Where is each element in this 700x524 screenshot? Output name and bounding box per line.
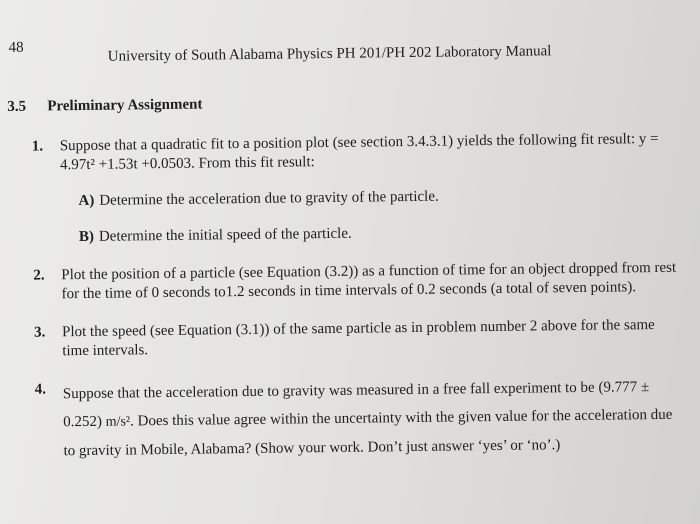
problem-text: Suppose that a quadratic fit to a position plot (see section 3.4.3.1) yields the following fit result: y = 4.97t² +1.53t +0.0503. From this fit result:	[59, 130, 659, 174]
problem-number: 2.	[33, 267, 45, 284]
section-heading	[7, 97, 202, 116]
subpart-text: Determine the acceleration due to gravity of the particle.	[99, 188, 439, 209]
subpart-label: B)	[78, 228, 94, 246]
subpart-item	[79, 221, 683, 247]
running-header: University of South Alabama Physics PH 201/PH 202 Laboratory Manual	[107, 43, 552, 65]
problem-number: 3.	[33, 324, 46, 341]
problem-list	[32, 130, 686, 485]
problem-text	[63, 373, 686, 466]
page-number: 48	[8, 39, 24, 56]
problem-item	[32, 130, 683, 248]
problem-item	[35, 373, 686, 466]
section-number: 3.5	[7, 98, 27, 115]
problem-text: Plot the speed (see Equation (3.1)) of the same particle as in problem number 2 above for the same time intervals.	[61, 317, 655, 360]
subpart-text: Determine the initial speed of the particle.	[98, 225, 352, 245]
problem-text: Plot the position of a particle (see Equation (3.2)) as a function of time for an object dropped from rest for the time of 0 seconds to1.2 seconds in time intervals of 0.2 seconds (a total of seven points).	[61, 259, 677, 303]
problem-item	[33, 259, 683, 305]
section-title: Preliminary Assignment	[47, 96, 203, 115]
subpart-item	[78, 185, 682, 211]
problem-item	[34, 316, 684, 362]
unit-fraction: m/s²	[105, 414, 131, 430]
problem-text-before: Suppose that the acceleration due to gravity was measured in a free fall experiment to be (9.777 ± 0.252)	[62, 379, 650, 431]
problem-number: 4.	[34, 381, 47, 398]
problem-text-after: . Does this value agree within the uncertainty with the given value for the acceleration due to gravity in Mobile, Alabama? (Show your work. Don’t just answer ‘yes’ or ‘no’.)	[63, 406, 673, 460]
subpart-label: A)	[78, 192, 95, 210]
problem-number: 1.	[31, 138, 44, 155]
